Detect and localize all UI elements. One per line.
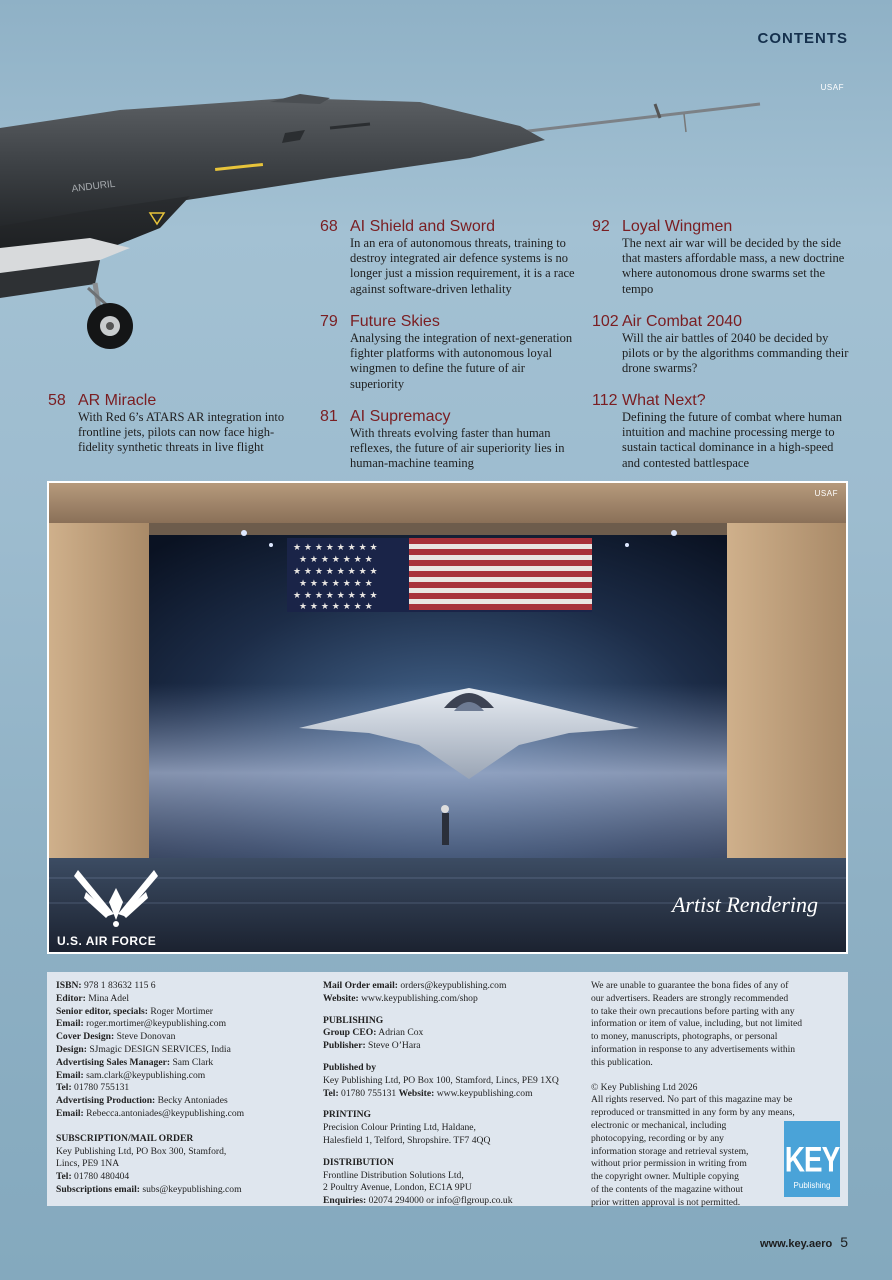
copyright-line: photocopying, recording or by any <box>591 1132 724 1144</box>
entry-title: AR Miracle <box>78 392 157 409</box>
key-logo-subtext: Publishing <box>793 1181 831 1191</box>
copyright-line: © Key Publishing Ltd 2026 <box>591 1081 698 1093</box>
copyright-line: All rights reserved. No part of this magazine may be <box>591 1094 793 1106</box>
entry-description: With threats evolving faster than human reflexes, the future of air superiority lies in human-machine teaming <box>350 426 565 471</box>
photo-credit-middle: USAF <box>814 489 838 498</box>
label: ISBN: <box>56 980 82 991</box>
label: Subscriptions email: <box>56 1183 140 1195</box>
entry-description: With Red 6’s ATARS AR integration into frontline jets, pilots can now face high-fidelity synthetic threats in live flight <box>78 410 285 455</box>
value: Steve O’Hara <box>365 1040 421 1052</box>
air-force-wings-icon <box>66 862 166 932</box>
air-force-logo-text: U.S. AIR FORCE <box>57 934 157 948</box>
label: Website: <box>323 992 359 1004</box>
value[interactable]: subs@keypublishing.com <box>139 1183 242 1195</box>
entry-title: AI Shield and Sword <box>350 218 495 235</box>
subscription-address: Key Publishing Ltd, PO Box 300, Stamford, <box>56 1145 227 1157</box>
artist-rendering-caption: Artist Rendering <box>671 892 818 917</box>
masthead-column-staff <box>56 980 316 1197</box>
disclaimer-line: information or item of value, including, but not limited <box>591 1018 803 1030</box>
copyright-line: without prior permission in writing from <box>591 1158 747 1170</box>
disclaimer-line: We are unable to guarantee the bona fides of any of <box>591 980 789 991</box>
value: 01780 755131 <box>338 1087 399 1099</box>
label: Advertising Production: <box>56 1095 156 1107</box>
value[interactable]: Rebecca.antoniades@keypublishing.com <box>83 1107 245 1119</box>
label: Tel: <box>56 1082 72 1094</box>
entry-description: Will the air battles of 2040 be decided by pilots or by the algorithms commanding their drone swarms? <box>622 331 849 376</box>
copyright-line: information storage and retrieval system, <box>591 1145 749 1157</box>
entry-description: Analysing the integration of next-generation fighter platforms with autonomous loyal wingmen to define the future of air superiority <box>350 331 573 391</box>
contents-entry[interactable] <box>48 392 288 456</box>
entry-page-number: 68 <box>320 218 338 235</box>
published-by-title: Published by <box>323 1061 377 1073</box>
entry-description: Defining the future of combat where human intuition and machine processing merge to sustain tactical dominance in a high-speed and contested battlespace <box>622 410 843 470</box>
entry-page-number: 81 <box>320 408 338 425</box>
label: Email: <box>56 1018 84 1030</box>
masthead-info-box <box>47 972 848 1206</box>
contents-entry[interactable] <box>320 408 580 472</box>
disclaimer-line: information in response to any advertisements within <box>591 1043 796 1055</box>
entry-title: Loyal Wingmen <box>622 218 733 235</box>
value: 02074 294000 or info@flgroup.co.uk <box>366 1195 513 1207</box>
label: Publisher: <box>323 1040 366 1052</box>
svg-text:★ ★ ★ ★ ★ ★ ★ ★: ★ ★ ★ ★ ★ ★ ★ ★ <box>293 567 378 577</box>
value: 978 1 83632 115 6 <box>81 980 156 991</box>
disclaimer-line: to take their own precautions before parting with any <box>591 1005 795 1017</box>
value: Roger Mortimer <box>147 1005 213 1017</box>
label: Website: <box>398 1087 435 1099</box>
distribution-address: Frontline Distribution Solutions Ltd, <box>323 1169 464 1181</box>
label: Email: <box>56 1069 84 1081</box>
label: Mail Order email: <box>323 980 398 991</box>
printing-address: Precision Colour Printing Ltd, Haldane, <box>323 1122 476 1134</box>
label: Email: <box>56 1107 84 1119</box>
label: Design: <box>56 1043 87 1055</box>
contents-entry[interactable] <box>592 313 854 377</box>
printing-title: PRINTING <box>323 1109 371 1121</box>
value[interactable]: roger.mortimer@keypublishing.com <box>83 1018 227 1030</box>
distribution-address: 2 Poultry Avenue, London, EC1A 9PU <box>323 1182 472 1194</box>
key-logo-word: KEY <box>784 1140 840 1179</box>
subscription-title: SUBSCRIPTION/MAIL ORDER <box>56 1132 194 1144</box>
value[interactable]: sam.clark@keypublishing.com <box>83 1069 206 1081</box>
copyright-line: of the contents of the magazine without <box>591 1183 743 1195</box>
contents-entry[interactable] <box>320 218 580 297</box>
value: 01780 480404 <box>71 1171 130 1183</box>
contents-entry[interactable] <box>320 313 580 392</box>
section-header: CONTENTS <box>757 30 848 47</box>
key-publishing-logo <box>784 1121 840 1197</box>
contents-entry[interactable] <box>592 392 854 471</box>
copyright-line: reproduced or transmitted in any form by any means, <box>591 1107 795 1119</box>
label: Tel: <box>56 1171 72 1183</box>
entry-page-number: 58 <box>48 392 66 409</box>
label: Editor: <box>56 992 86 1004</box>
publishing-title: PUBLISHING <box>323 1014 384 1026</box>
contents-entry[interactable] <box>592 218 852 297</box>
svg-text:★ ★ ★ ★ ★ ★ ★ ★: ★ ★ ★ ★ ★ ★ ★ ★ <box>293 591 378 601</box>
label: Tel: <box>323 1087 339 1099</box>
label: Cover Design: <box>56 1031 115 1043</box>
label: Advertising Sales Manager: <box>56 1056 171 1068</box>
published-by-address: Key Publishing Ltd, PO Box 100, Stamford, Lincs, PE9 1XQ <box>323 1074 559 1086</box>
entry-title: Future Skies <box>350 313 440 330</box>
entry-page-number: 79 <box>320 313 338 330</box>
value: SJmagic DESIGN SERVICES, India <box>86 1043 231 1055</box>
subscription-address: Lincs, PE9 1NA <box>56 1158 120 1170</box>
anduril-marking: ANDURIL <box>71 178 116 195</box>
copyright-line: electronic or mechanical, including <box>591 1119 727 1131</box>
value: 01780 755131 <box>71 1082 130 1094</box>
footer-website[interactable]: www.key.aero <box>760 1238 833 1250</box>
entry-description: The next air war will be decided by the side that masters affordable mass, a new doctrine where autonomous drone swarms set the tempo <box>622 236 845 296</box>
entry-page-number: 92 <box>592 218 610 235</box>
disclaimer-line: our advertisers. Readers are strongly recommended <box>591 992 789 1004</box>
label: Enquiries: <box>323 1195 367 1207</box>
hangar-rendering-image <box>47 481 848 954</box>
masthead-column-publishing <box>323 980 585 1208</box>
printing-address: Halesfield 1, Telford, Shropshire. TF7 4QQ <box>323 1134 491 1146</box>
entry-page-number: 102 <box>592 313 619 330</box>
svg-text:★ ★ ★ ★ ★ ★ ★: ★ ★ ★ ★ ★ ★ ★ <box>299 555 373 565</box>
svg-text:★ ★ ★ ★ ★ ★ ★ ★: ★ ★ ★ ★ ★ ★ ★ ★ <box>293 543 378 553</box>
copyright-line: the copyright owner. Multiple copying <box>591 1171 739 1183</box>
svg-text:★ ★ ★ ★ ★ ★ ★: ★ ★ ★ ★ ★ ★ ★ <box>299 602 373 612</box>
value: Sam Clark <box>170 1056 214 1068</box>
value: Mina Adel <box>85 992 130 1004</box>
value[interactable]: www.keypublishing.com/shop <box>358 992 478 1004</box>
value: Adrian Cox <box>376 1027 424 1039</box>
entry-title: What Next? <box>622 392 706 409</box>
entry-title: AI Supremacy <box>350 408 451 425</box>
svg-text:★ ★ ★ ★ ★ ★ ★: ★ ★ ★ ★ ★ ★ ★ <box>299 579 373 589</box>
value[interactable]: orders@keypublishing.com <box>397 980 507 991</box>
photo-credit-top: USAF <box>820 83 844 92</box>
value: Becky Antoniades <box>155 1095 228 1107</box>
label: Senior editor, specials: <box>56 1005 148 1017</box>
value[interactable]: www.keypublishing.com <box>434 1087 533 1099</box>
value: Steve Donovan <box>114 1031 176 1043</box>
entry-page-number: 112 <box>592 392 618 409</box>
distribution-title: DISTRIBUTION <box>323 1156 394 1168</box>
disclaimer-line: this publication. <box>591 1056 653 1068</box>
label: Group CEO: <box>323 1027 377 1039</box>
page-footer <box>760 1234 848 1250</box>
page-number: 5 <box>840 1234 848 1250</box>
disclaimer-line: to money, manuscripts, photographs, or personal <box>591 1031 778 1043</box>
entry-description: In an era of autonomous threats, training to destroy integrated air defence systems is no longer just a mission requirement, it is a race against software-driven lethality <box>350 236 575 296</box>
entry-title: Air Combat 2040 <box>622 313 743 330</box>
copyright-line: prior written approval is not permitted. <box>591 1196 741 1208</box>
